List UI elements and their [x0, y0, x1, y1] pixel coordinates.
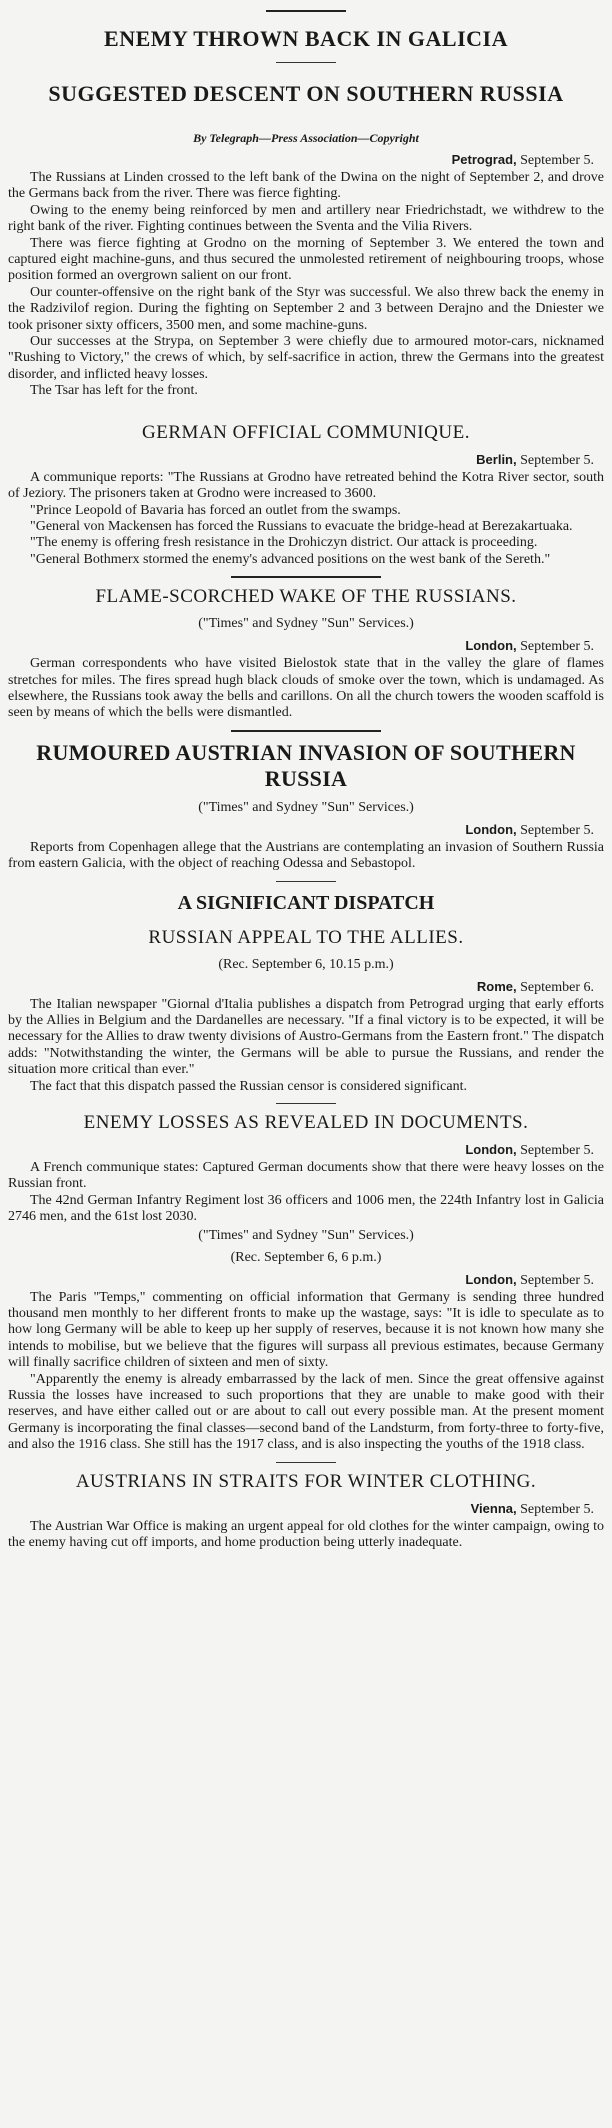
- paragraph: There was fierce fighting at Grodno on the morning of September 3. We entered the town and captured eight machine-guns, and thus secured the unmolested retirement of neighbouring troops, whose position formed an overgrown salient on our front.: [8, 235, 604, 284]
- paragraph: Our counter-offensive on the right bank of the Styr was successful. We also threw back the enemy in the Radzivilof region. During the fighting on September 2 and 3 between Derajno and the Dniester we took prisoner sixty officers, 3500 men, and some machine-guns.: [8, 284, 604, 333]
- section-rumoured: [6, 740, 606, 873]
- dateline: [6, 1142, 594, 1159]
- section-title: FLAME-SCORCHED WAKE OF THE RUSSIANS.: [95, 586, 517, 608]
- section-flame: [6, 586, 606, 722]
- paragraph: The Tsar has left for the front.: [30, 383, 198, 399]
- subheadline: SUGGESTED DESCENT ON SOUTHERN RUSSIA: [48, 81, 564, 106]
- paragraph: A communique reports: "The Russians at Grodno have retreated behind the Kotra River sector, south of Jeziory. The prisoners taken at Grodno were increased to 3600.: [8, 469, 604, 502]
- dateline: [6, 152, 594, 169]
- section-rule: [276, 1103, 336, 1104]
- dateline-place: Berlin,: [476, 451, 517, 467]
- dateline: [6, 638, 594, 655]
- service-credit: ("Times" and Sydney "Sun" Services.): [198, 616, 414, 632]
- section-petrograd: [6, 152, 606, 400]
- paragraph: The fact that this dispatch passed the Russian censor is considered significant.: [30, 1078, 468, 1094]
- dateline-date: September 6.: [520, 979, 594, 995]
- dateline-date: September 5.: [520, 822, 594, 838]
- section-subtitle: RUSSIAN APPEAL TO THE ALLIES.: [148, 926, 464, 948]
- dateline: [6, 1272, 594, 1289]
- service-credit: ("Times" and Sydney "Sun" Services.): [198, 799, 414, 815]
- paragraph: A French communique states: Captured German documents show that there were heavy losses on the Russian front.: [8, 1160, 604, 1192]
- dateline-place: Petrograd,: [451, 152, 517, 167]
- dateline-date: September 5.: [520, 1143, 594, 1158]
- paragraph: German correspondents who have visited Bielostok state that in the valley the glare of flames stretches for miles. The fires spread hugh black clouds of smoke over the town, which is undamaged. As elsewhere, the Russians took away the bells and carillons. On all the church towers the wooden scaffold is seen by means of which the bells were dismantled.: [8, 656, 604, 721]
- paragraph: The Paris "Temps," commenting on official information that Germany is sending three hundred thousand men monthly to her different fronts to make up the wastage, says: "It is idle to speculate as to how long Germany will be able to keep up her supply of reserves, because it is not known how many she intends to mobilise, but we believe that the figures will surpass all previous estimates, because Germany will finally sacrifice children of sixteen and men of sixty.: [8, 1289, 604, 1371]
- section-communique: [6, 422, 606, 568]
- section-rule: [231, 730, 381, 732]
- paragraph: "General Bothmerx stormed the enemy's advanced positions on the west bank of the Sereth.": [30, 551, 551, 567]
- dateline-place: London,: [465, 1142, 517, 1157]
- paragraph: "General von Mackensen has forced the Russians to evacuate the bridge-head at Berezakartuaka.: [30, 518, 573, 534]
- section-rule: [276, 1462, 336, 1463]
- paragraph: Our successes at the Strypa, on September 3 were chiefly due to armoured motor-cars, nicknamed "Rushing to Victory," the crews of which, by self-sacrifice in action, threw the Germans into the greatest disorder, and inflicted heavy losses.: [8, 334, 604, 382]
- dateline-place: London,: [465, 638, 517, 654]
- section-winter: [6, 1471, 606, 1552]
- dateline-place: London,: [465, 1271, 517, 1287]
- paragraph: The Italian newspaper "Giornal d'Italia publishes a dispatch from Petrograd urging that early efforts by the Allies in Belgium and the Dardanelles are necessary. "If a final victory is to be expected, it will be necessary for the Allies to draw twenty divisions of Austro-Germans from the Eastern front." The dispatch adds: "Notwithstanding the winter, the Germans will be able to pursue the Russians, and render the situation more critical than ever.": [8, 996, 604, 1078]
- dateline: [6, 1501, 594, 1518]
- paragraph: The Russians at Linden crossed to the left bank of the Dwina on the night of September 2, and drove the Germans back from the river. There was fierce fighting.: [8, 170, 604, 202]
- section-losses: [6, 1112, 606, 1454]
- dateline-place: Vienna,: [470, 1500, 517, 1516]
- paragraph: Owing to the enemy being reinforced by men and artillery near Friedrichstadt, we withdrew to the right bank of the river. Fighting continues between the Sventa and the Vilia Rivers.: [8, 202, 604, 235]
- dateline-date: September 5.: [520, 1272, 594, 1288]
- paragraph: The 42nd German Infantry Regiment lost 36 officers and 1006 men, the 224th Infantry lost in Galicia 2746 men, and the 61st lost 2030.: [8, 1192, 604, 1225]
- section-rule: [276, 881, 336, 882]
- received-note: (Rec. September 6, 10.15 p.m.): [218, 956, 394, 972]
- dateline-date: September 5.: [520, 639, 594, 655]
- top-rule: [266, 10, 346, 12]
- received-note: (Rec. September 6, 6 p.m.): [230, 1249, 382, 1265]
- dateline-place: London,: [465, 821, 517, 837]
- section-title: A SIGNIFICANT DISPATCH: [177, 891, 435, 914]
- paragraph: "Prince Leopold of Bavaria has forced an outlet from the swamps.: [30, 502, 401, 518]
- dateline-date: September 5.: [520, 452, 594, 468]
- paragraph: "The enemy is offering fresh resistance in the Drohiczyn district. Our attack is proceeding.: [30, 535, 538, 551]
- divider: [276, 62, 336, 63]
- byline: By Telegraph—Press Association—Copyright: [193, 131, 419, 145]
- dateline-date: September 5.: [520, 153, 594, 168]
- paragraph: Reports from Copenhagen allege that the Austrians are contemplating an invasion of Southern Russia from eastern Galicia, with the object of reaching Odessa and Sebastopol.: [8, 839, 604, 872]
- section-rule: [231, 576, 381, 578]
- headline: ENEMY THROWN BACK IN GALICIA: [104, 26, 508, 51]
- dateline: [6, 452, 594, 469]
- dateline-place: Rome,: [476, 978, 517, 994]
- service-credit: ("Times" and Sydney "Sun" Services.): [198, 1227, 414, 1243]
- paragraph: The Austrian War Office is making an urgent appeal for old clothes for the winter campaign, owing to the enemy having cut off imports, and home production being utterly inadequate.: [8, 1518, 604, 1551]
- section-dispatch: [6, 892, 606, 1095]
- dateline-date: September 5.: [520, 1501, 594, 1517]
- paragraph: "Apparently the enemy is already embarrassed by the lack of men. Since the great offensive against Russia the losses have increased to such proportions that they are unable to make good with their reserves, and have either called out or are about to call out every possible man. At the present moment Germany is incorporating the final classes—second band of the Landsturm, from forty-three to forty-five, and also the 1916 class. She still has the 1917 class, and is also inspecting the youths of the 1918 class.: [8, 1371, 604, 1453]
- section-title: AUSTRIANS IN STRAITS FOR WINTER CLOTHING.: [75, 1470, 537, 1492]
- section-title: GERMAN OFFICIAL COMMUNIQUE.: [142, 421, 470, 443]
- section-title: ENEMY LOSSES AS REVEALED IN DOCUMENTS.: [83, 1112, 529, 1133]
- section-title: RUMOURED AUSTRIAN INVASION OF SOUTHERN RUSSIA: [36, 739, 576, 791]
- dateline: [6, 979, 594, 996]
- dateline: [6, 822, 594, 839]
